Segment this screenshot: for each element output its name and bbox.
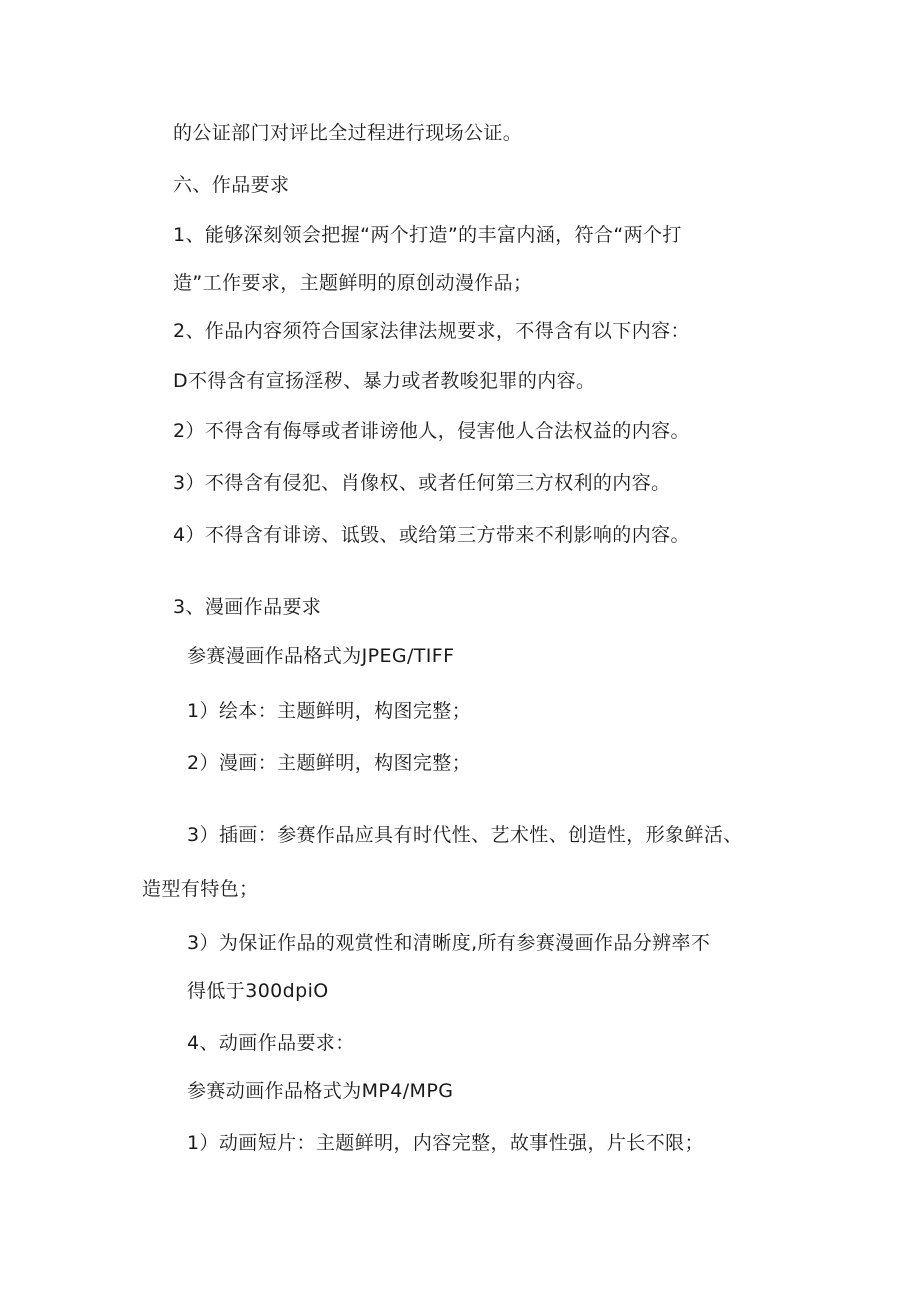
section-heading-animation: 4、动画作品要求： bbox=[187, 1032, 355, 1054]
text-line-comic-format: 参赛漫画作品格式为JPEG/TIFF bbox=[187, 645, 455, 667]
text-line-comic-illustration-a: 3）插画：参赛作品应具有时代性、艺术性、创造性，形象鲜活、 bbox=[187, 824, 743, 846]
text-line-comic-picturebook: 1）绘本：主题鲜明，构图完整； bbox=[187, 700, 472, 722]
section-heading-requirements: 六、作品要求 bbox=[173, 174, 290, 196]
text-line-animation-short: 1）动画短片：主题鲜明，内容完整，故事性强，片长不限； bbox=[187, 1132, 704, 1154]
text-line-item-4: 4）不得含有诽谤、诋毁、或给第三方带来不利影响的内容。 bbox=[173, 524, 690, 546]
text-line-comic-manga: 2）漫画：主题鲜明，构图完整； bbox=[187, 752, 472, 774]
text-line-item-2: 2）不得含有侮辱或者诽谤他人，侵害他人合法权益的内容。 bbox=[173, 420, 690, 442]
text-line-comic-resolution-a: 3）为保证作品的观赏性和清晰度,所有参赛漫画作品分辨率不 bbox=[187, 932, 711, 954]
text-line-comic-illustration-b: 造型有特色； bbox=[142, 878, 259, 900]
text-line-animation-format: 参赛动画作品格式为MP4/MPG bbox=[187, 1080, 454, 1102]
section-heading-comic: 3、漫画作品要求 bbox=[173, 596, 322, 618]
text-line-comic-resolution-b: 得低于300dpiO bbox=[187, 980, 329, 1002]
text-line-item-3: 3）不得含有侵犯、肖像权、或者任何第三方权利的内容。 bbox=[173, 472, 671, 494]
text-line-req-2: 2、作品内容须符合国家法律法规要求，不得含有以下内容： bbox=[173, 320, 690, 342]
text-line-req-1a: 1、能够深刻领会把握“两个打造”的丰富内涵，符合“两个打 bbox=[173, 224, 682, 246]
text-line-req-1b: 造”工作要求，主题鲜明的原创动漫作品； bbox=[173, 272, 533, 294]
text-line-item-1: D不得含有宣扬淫秽、暴力或者教唆犯罪的内容。 bbox=[173, 370, 596, 392]
text-line-notary: 的公证部门对评比全过程进行现场公证。 bbox=[173, 122, 523, 144]
